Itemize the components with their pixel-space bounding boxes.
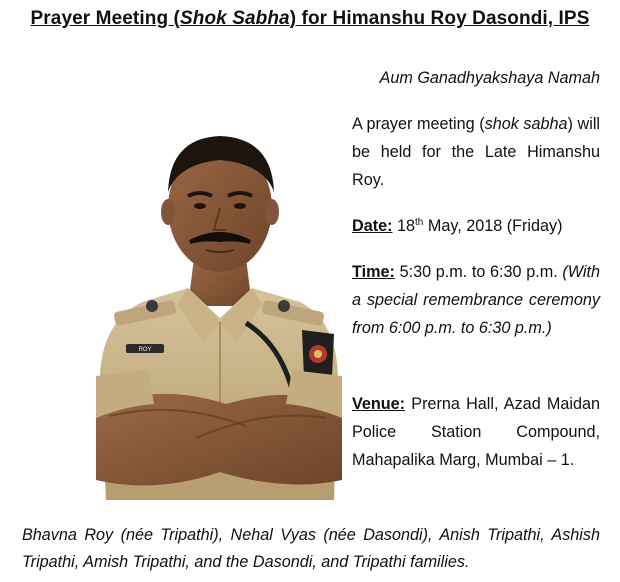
- crossed-arms: [96, 394, 342, 486]
- date-label: Date:: [352, 217, 393, 235]
- venue-value: Prerna Hall, Azad Maidan Police Station Compound, Mahapalika Marg, Mumbai – 1.: [352, 395, 600, 469]
- invocation-line: Aum Ganadhyakshaya Namah: [379, 69, 600, 87]
- venue-label: Venue:: [352, 395, 406, 413]
- svg-text:ROY: ROY: [138, 347, 152, 353]
- date-section: Date: 18th May, 2018 (Friday): [352, 217, 563, 235]
- portrait-photo: [96, 108, 342, 500]
- time-note: (With a special remembrance ceremony from 6:00 p.m. to 6:30 p.m.): [352, 263, 601, 337]
- time-section: [352, 258, 600, 342]
- time-value: 5:30 p.m. to 6:30 p.m.: [399, 263, 558, 281]
- venue-section: [352, 390, 600, 474]
- page-title: Prayer Meeting (Shok Sabha) for Himanshu Roy Dasondi, IPS: [30, 8, 590, 29]
- intro-paragraph: A prayer meeting (shok sabha) will be held for the Late Himanshu Roy.: [352, 115, 601, 189]
- time-label: Time:: [352, 263, 395, 281]
- family-names: Bhavna Roy (née Tripathi), Nehal Vyas (née Dasondi), Anish Tripathi, Ashish Tripathi, Amish Tripathi, and the Dasondi, and Tripathi families.: [22, 526, 600, 571]
